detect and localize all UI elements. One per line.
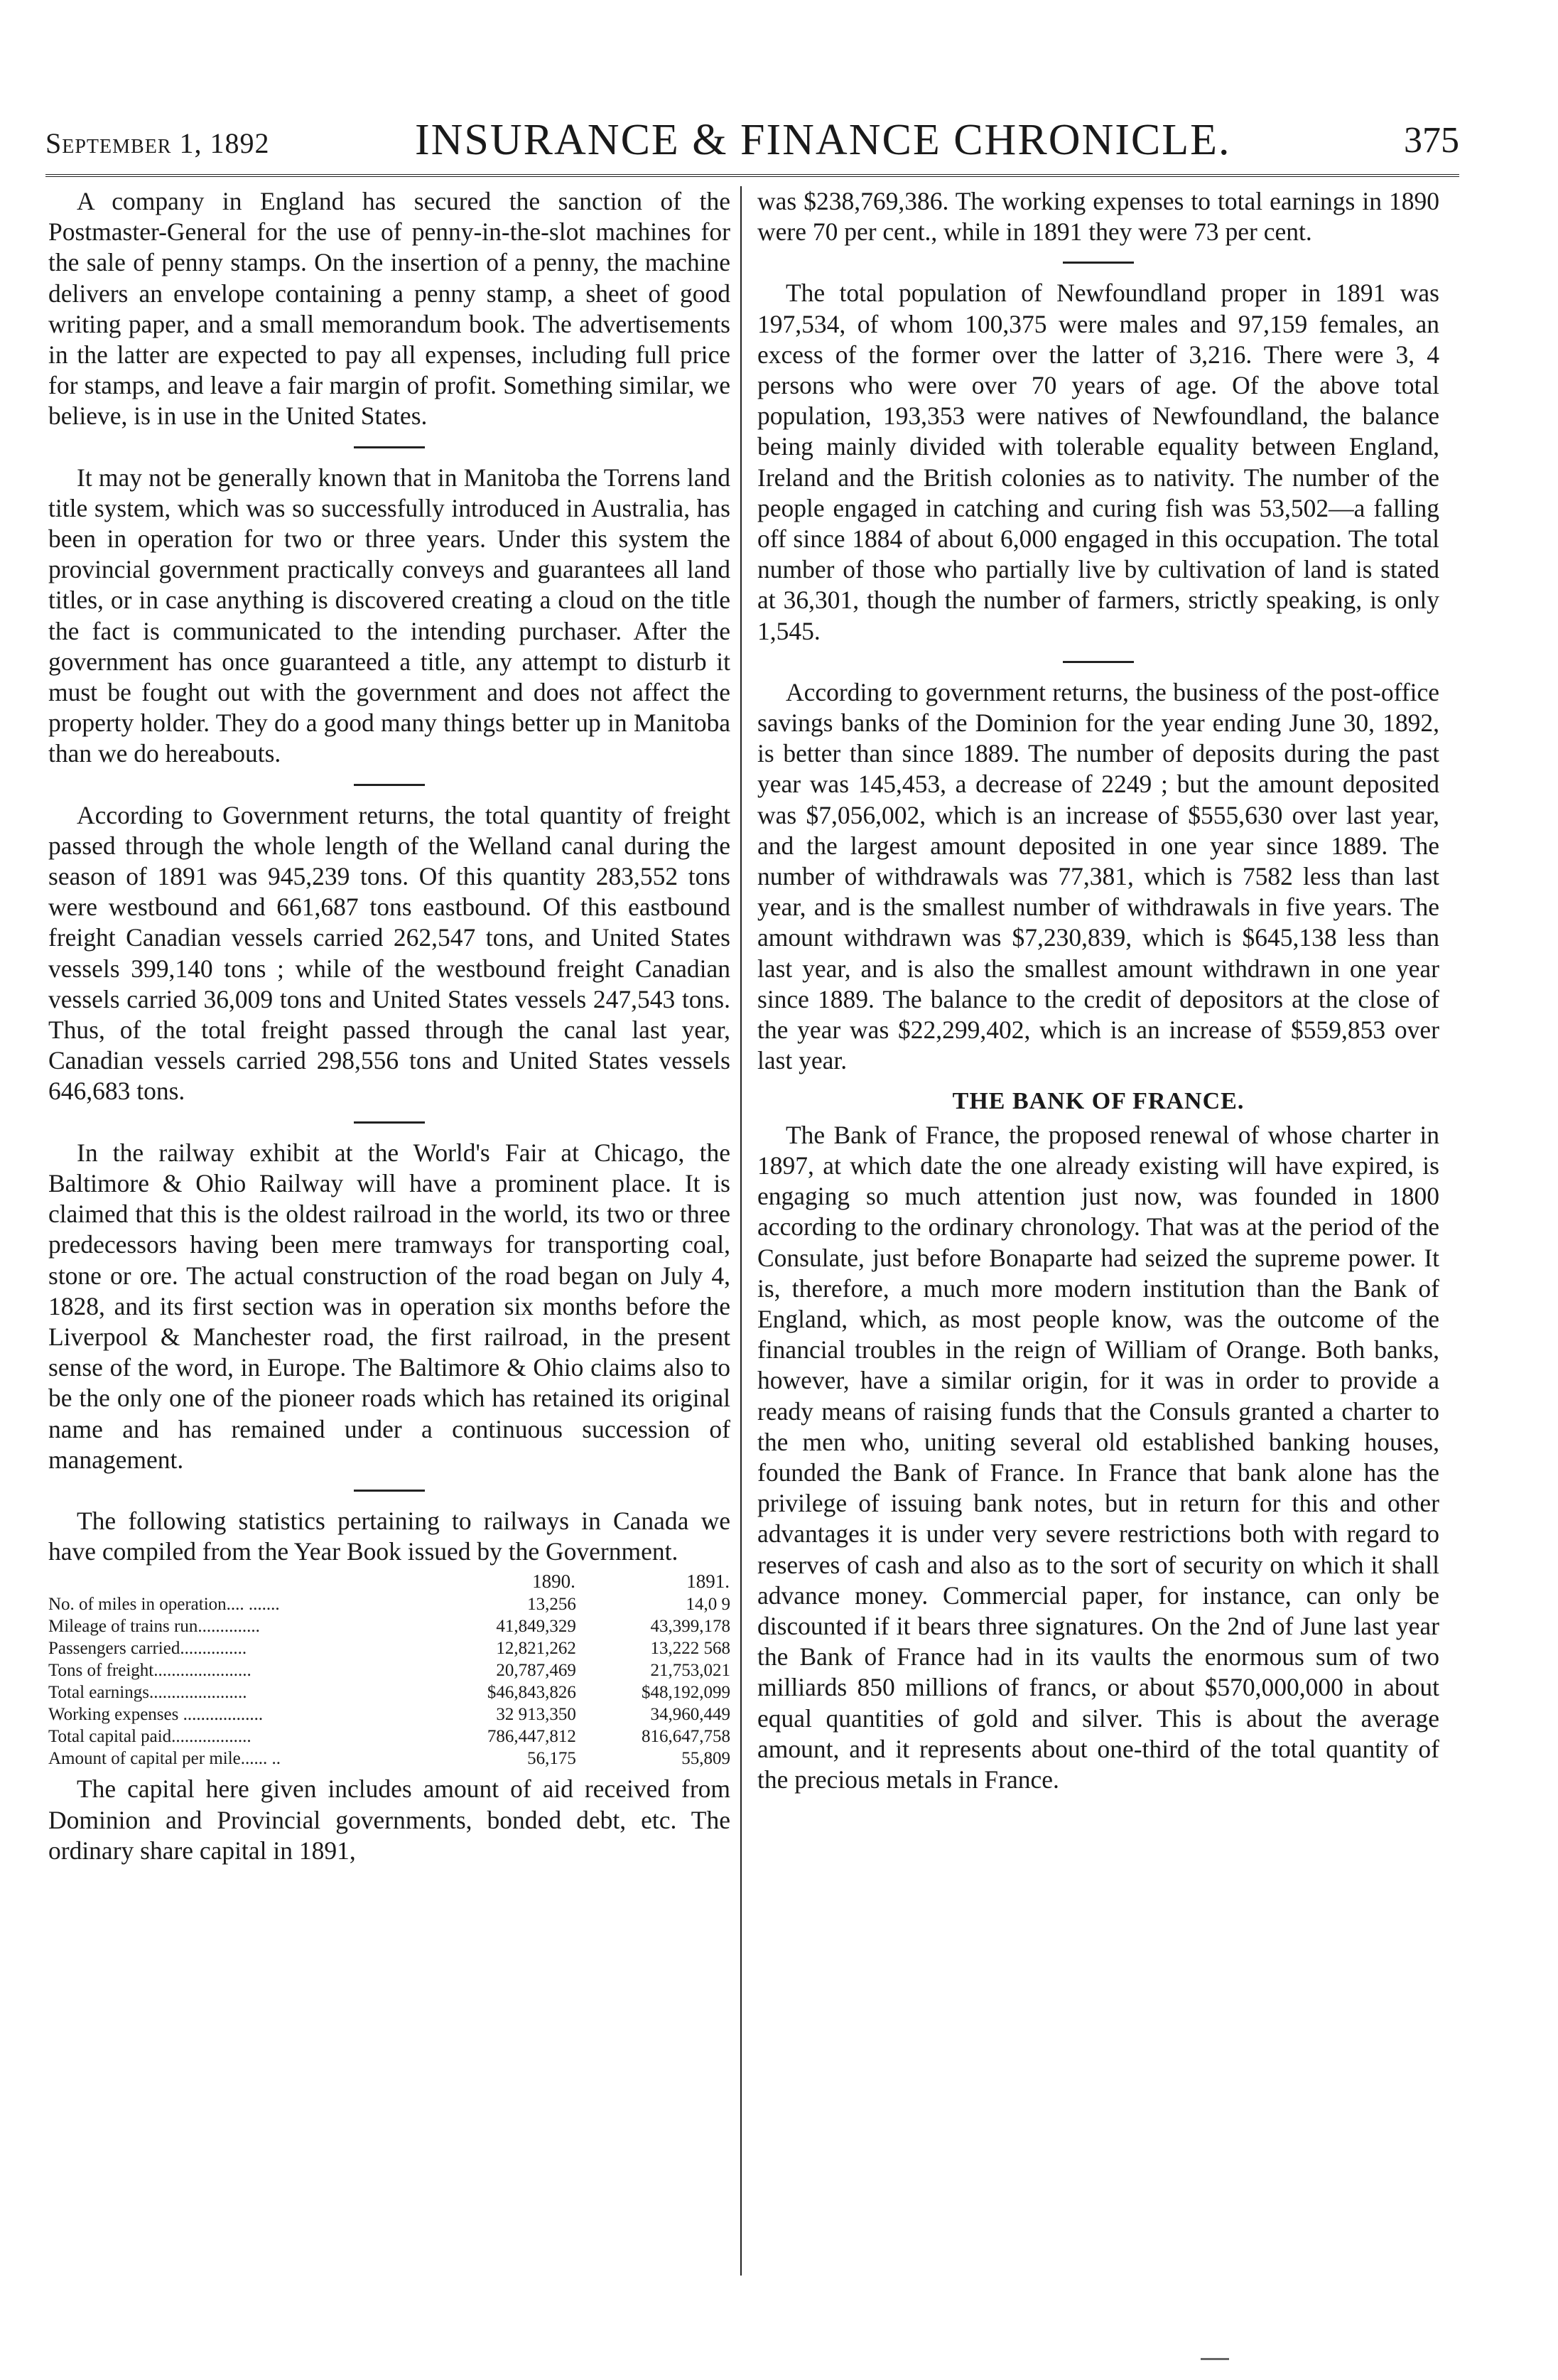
article-savings-banks: According to government returns, the business of the post-office savings banks of the Dominion for the year ending June 30, 1892, is better than since 1889. The number of deposits during the past year was 145,453, a decrease of 2249 ; but the amount deposited was $7,056,002, which is an increase of $555,630 over last year, and the largest amount deposited in one year since 1889. The number of withdrawals was 77,381, which is 7582 less than last year, and is the smallest number of withdrawals in five years. The amount withdrawn was $7,230,839, which is $645,138 less than last year, and is also the smallest amount withdrawn in one year since 1889. The balance to the credit of depositors at the close of the year was $22,299,402, which is an increase of $559,853 over last year. bbox=[757, 677, 1439, 1075]
table-row bbox=[48, 1659, 730, 1681]
table-row bbox=[48, 1637, 730, 1659]
page-number: 375 bbox=[1404, 120, 1459, 161]
row-label: Tons of freight...................... bbox=[48, 1661, 251, 1681]
article-newfoundland-population: The total population of Newfoundland proper in 1891 was 197,534, of whom 100,375 were males and 97,159 females, an excess of the former over the latter of 3,216. There were 3, 4 persons who were over 70 years of age. Of the above total population, 193,353 were natives of Newfoundland, the balance being mainly divided with tolerable equality between England, Ireland and the British colonies as to nativity. The number of the people engaged in catching and curing fish was 53,502—a falling off since 1884 of about 6,000 engaged in this occupation. The total number of those who partially live by cultivation of land is stated at 36,301, though the number of farmers, strictly speaking, is only 1,545. bbox=[757, 279, 1439, 645]
value-1891: 13,222 568 bbox=[650, 1639, 730, 1659]
row-label: Mileage of trains run.............. bbox=[48, 1617, 260, 1637]
section-separator bbox=[354, 784, 425, 786]
value-1890: $46,843,826 bbox=[487, 1683, 576, 1703]
column-divider bbox=[740, 186, 742, 2276]
value-1890: 13,256 bbox=[527, 1595, 576, 1615]
value-1891: 55,809 bbox=[681, 1749, 730, 1769]
value-1890: 786,447,812 bbox=[487, 1727, 576, 1747]
table-row bbox=[48, 1748, 730, 1770]
article-penny-stamps: A company in England has secured the sanction of the Postmaster-General for the use of penny-in-the-slot machines for the sale of penny stamps. On the insertion of a penny, the machine delivers an envelope containing a penny stamp, a sheet of good writing paper, and a small memorandum book. The advertisements in the latter are expected to pay all expenses, including full price for stamps, and leave a fair margin of profit. Something similar, we believe, is in use in the United States. bbox=[48, 187, 730, 431]
table-row bbox=[48, 1615, 730, 1637]
table-row bbox=[48, 1593, 730, 1615]
right-column bbox=[757, 186, 1439, 1795]
value-1890: 20,787,469 bbox=[496, 1661, 576, 1681]
column-header-1891: 1891. bbox=[686, 1571, 730, 1593]
article-welland-canal: According to Government returns, the total quantity of freight passed through the whole length of the Welland canal during the season of 1891 was 945,239 tons. Of this quantity 283,552 tons were westbound and 661,687 tons eastbound. Of this eastbound freight Canadian vessels carried 262,547 tons, and United States vessels 399,140 tons ; while of the westbound freight Canadian vessels carried 36,009 tons and United States vessels 247,543 tons. Thus, of the total freight passed through the canal last year, Canadian vessels carried 298,556 tons and United States vessels 646,683 tons. bbox=[48, 800, 730, 1106]
value-1891: 14,0 9 bbox=[686, 1595, 730, 1615]
column-header-1890: 1890. bbox=[532, 1571, 575, 1593]
table-row bbox=[48, 1725, 730, 1748]
row-label: Total capital paid.................. bbox=[48, 1727, 251, 1747]
table-header-row bbox=[48, 1570, 730, 1593]
table-row bbox=[48, 1703, 730, 1725]
value-1891: 21,753,021 bbox=[650, 1661, 730, 1681]
section-separator bbox=[354, 446, 425, 448]
page-header bbox=[45, 107, 1459, 171]
value-1890: 12,821,262 bbox=[496, 1639, 576, 1659]
row-label: Working expenses .................. bbox=[48, 1705, 264, 1725]
value-1891: 816,647,758 bbox=[642, 1727, 730, 1747]
section-separator bbox=[354, 1490, 425, 1492]
section-separator bbox=[1063, 661, 1134, 663]
left-column bbox=[48, 186, 730, 1866]
railway-statistics-table bbox=[48, 1570, 730, 1770]
article-baltimore-ohio: In the railway exhibit at the World's Fair at Chicago, the Baltimore & Ohio Railway will have a prominent place. It is claimed that this is the oldest railroad in the world, its two or three predecessors having been mere tramways for transporting coal, stone or ore. The actual construction of the road began on July 4, 1828, and its first section was in operation six months before the Liverpool & Manchester road, the first railroad, in the present sense of the word, in Europe. The Baltimore & Ohio claims also to be the only one of the pioneer roads which has retained its original name and has remained under a continuous succession of management. bbox=[48, 1138, 730, 1474]
value-1891: $48,192,099 bbox=[642, 1683, 730, 1703]
value-1891: 34,960,449 bbox=[650, 1705, 730, 1725]
article-capital-note: The capital here given includes amount of aid received from Dominion and Provincial governments, bonded debt, etc. The ordinary share capital in 1891, bbox=[48, 1775, 730, 1865]
header-rule bbox=[45, 174, 1459, 177]
value-1890: 56,175 bbox=[527, 1749, 576, 1769]
value-1890: 32 913,350 bbox=[496, 1705, 576, 1725]
article-railway-stats-intro: The following statistics pertaining to railways in Canada we have compiled from the Year Book issued by the Government. bbox=[48, 1506, 730, 1566]
value-1891: 43,399,178 bbox=[650, 1617, 730, 1637]
value-1890: 41,849,329 bbox=[496, 1617, 576, 1637]
footer-mark bbox=[1201, 2358, 1229, 2360]
publication-title: INSURANCE & FINANCE CHRONICLE. bbox=[415, 116, 1231, 164]
section-separator bbox=[354, 1121, 425, 1124]
issue-date: September 1, 1892 bbox=[45, 127, 270, 159]
row-label: Total earnings...................... bbox=[48, 1683, 247, 1703]
article-torrens-title: It may not be generally known that in Manitoba the Torrens land title system, which was so successfully introduced in Australia, has been in operation for two or three years. Under this system the provincial government practically conveys and guarantees all land titles, or in case anything is discovered creating a cloud on the title the fact is communicated to the intending purchaser. After the government has once guaranteed a title, any attempt to disturb it must be fought out with the government and does not affect the property holder. They do a good many things better up in Manitoba than we do hereabouts. bbox=[48, 463, 730, 768]
section-heading: THE BANK OF FRANCE. bbox=[952, 1088, 1245, 1115]
row-label: Passengers carried............... bbox=[48, 1639, 247, 1659]
row-label: Amount of capital per mile...... .. bbox=[48, 1749, 281, 1769]
row-label: No. of miles in operation.... ....... bbox=[48, 1595, 280, 1615]
section-separator bbox=[1063, 262, 1134, 264]
article-capital-continued: was $238,769,386. The working expenses to total earnings in 1890 were 70 per cent., while in 1891 they were 73 per cent. bbox=[757, 187, 1439, 247]
article-bank-of-france: The Bank of France, the proposed renewal of whose charter in 1897, at which date the one already existing will have expired, is engaging so much attention just now, was founded in 1800 according to the ordinary chronology. That was at the period of the Consulate, just before Bonaparte had seized the supreme power. It is, therefore, a much more modern institution than the Bank of England, which, as most people know, was the outcome of the financial troubles in the reign of William of Orange. Both banks, however, have a similar origin, for it was in order to provide a ready means of raising funds that the Consuls granted a charter to the men who, uniting several old established banking houses, founded the Bank of France. In France that bank alone has the privilege of issuing bank notes, but in return for this and other advantages it is under very severe restrictions both with regard to reserves of cash and also as to the sort of security on which it shall advance money. Commercial paper, for instance, can only be discounted if it bears three signatures. On the 2nd of June last year the Bank of France had in its vaults the enormous sum of two milliards 850 millions of francs, or about $570,000,000 in about equal quantities of gold and silver. This is about the average amount, and it represents about one-third of the total quantity of the precious metals in France. bbox=[757, 1120, 1439, 1794]
table-row bbox=[48, 1681, 730, 1703]
